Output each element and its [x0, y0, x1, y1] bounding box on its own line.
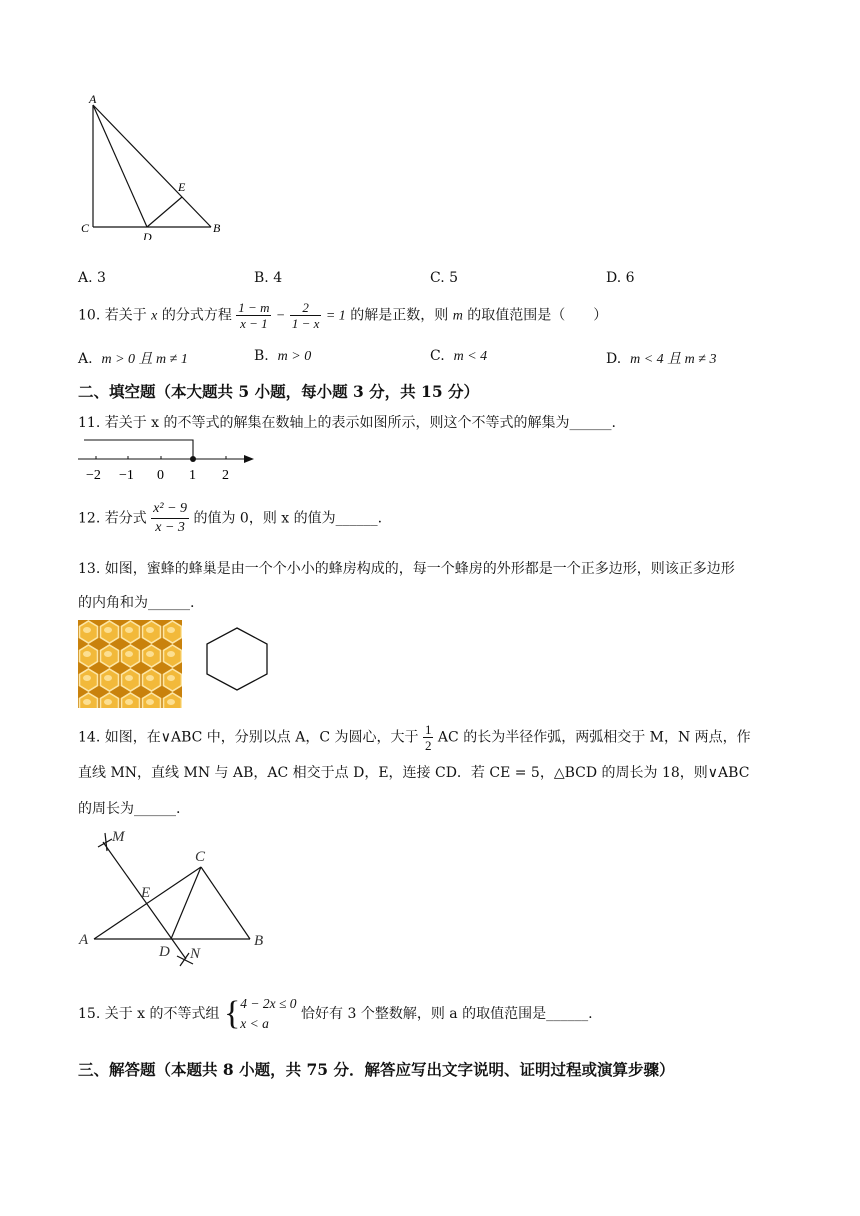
q10-option-c: C. m < 4: [430, 348, 488, 364]
fraction-1: $\frac{1 - m}{x - 1}$: [238, 300, 270, 331]
q10-option-d: D. m < 4 且 m ≠ 3: [606, 351, 717, 367]
section-2-heading: 二、填空题（本大题共 5 小题，每小题 3 分，共 15 分）: [78, 382, 480, 401]
question-15: 15. 关于 x 的不等式组 { 4 − 2x ≤ 0 x < a 恰好有 3 个整数解，则 a 的取值范围是______.: [78, 995, 593, 1032]
label-N: N: [190, 946, 201, 962]
label-E: E: [178, 180, 186, 194]
question-13-line2: 的内角和为______.: [78, 595, 195, 611]
tick-1: 1: [189, 468, 196, 483]
label-A: A: [89, 92, 97, 106]
tick-2: 2: [222, 468, 229, 483]
q9-option-d: D. 6: [606, 270, 635, 286]
triangle-figure-q14: [76, 825, 276, 975]
section-3-heading: 三、解答题（本题共 8 小题，共 75 分．解答应写出文字说明、证明过程或演算步骤）: [78, 1060, 675, 1079]
label-C: C: [195, 849, 206, 865]
q9-option-b: B. 4: [254, 270, 283, 286]
triangle-figure-q9: [78, 90, 228, 240]
system-brace: {: [223, 995, 241, 1032]
question-10: 10. 若关于 x 的分式方程 $\frac{1 - m}{x - 1}$ − $\frac{2}{1 - x}$ = 1 的解是正数，则 m 的取值范围是（ ）: [78, 300, 608, 331]
q9-option-a: A. 3: [78, 270, 106, 286]
label-B: B: [254, 933, 264, 949]
question-12: 12. 若分式 $\frac{\text{x² − 9}}{x - 3}$ 的值为 0，则 x 的值为______.: [78, 501, 383, 535]
fraction-2: $\frac{2}{1 - x}$: [291, 300, 320, 331]
q10-option-b: B. m > 0: [254, 348, 312, 364]
label-D: D: [143, 230, 152, 240]
label-E: E: [141, 885, 151, 901]
question-14-line2: 直线 MN，直线 MN 与 AB，AC 相交于点 D，E，连接 CD．若 CE = 5，△BCD 的周长为 18，则∨ABC: [78, 765, 750, 781]
tick-0: 0: [157, 468, 164, 483]
honeycomb-image: [78, 620, 182, 708]
hexagon-figure: [200, 620, 274, 696]
label-A: A: [79, 932, 89, 948]
tick-minus2: −2: [86, 468, 101, 483]
label-D: D: [159, 944, 170, 960]
question-14-line1: 14. 如图，在∨ABC 中，分别以点 A，C 为圆心，大于 $\frac{1}{2}$ AC 的长为半径作弧，两弧相交于 M，N 两点，作: [78, 722, 751, 753]
question-11: 11. 若关于 x 的不等式的解集在数轴上的表示如图所示，则这个不等式的解集为______.: [78, 415, 616, 431]
q10-option-a: A. m > 0 且 m ≠ 1: [78, 351, 188, 367]
label-M: M: [112, 829, 125, 845]
label-B: B: [213, 221, 221, 235]
label-C: C: [81, 221, 90, 235]
number-line-q11: [76, 436, 256, 486]
question-13-line1: 13. 如图，蜜蜂的蜂巢是由一个个小小的蜂房构成的，每一个蜂房的外形都是一个正多边形，则该正多边形: [78, 561, 735, 577]
q9-option-c: C. 5: [430, 270, 459, 286]
question-14-line3: 的周长为______.: [78, 801, 181, 817]
tick-minus1: −1: [119, 468, 134, 483]
